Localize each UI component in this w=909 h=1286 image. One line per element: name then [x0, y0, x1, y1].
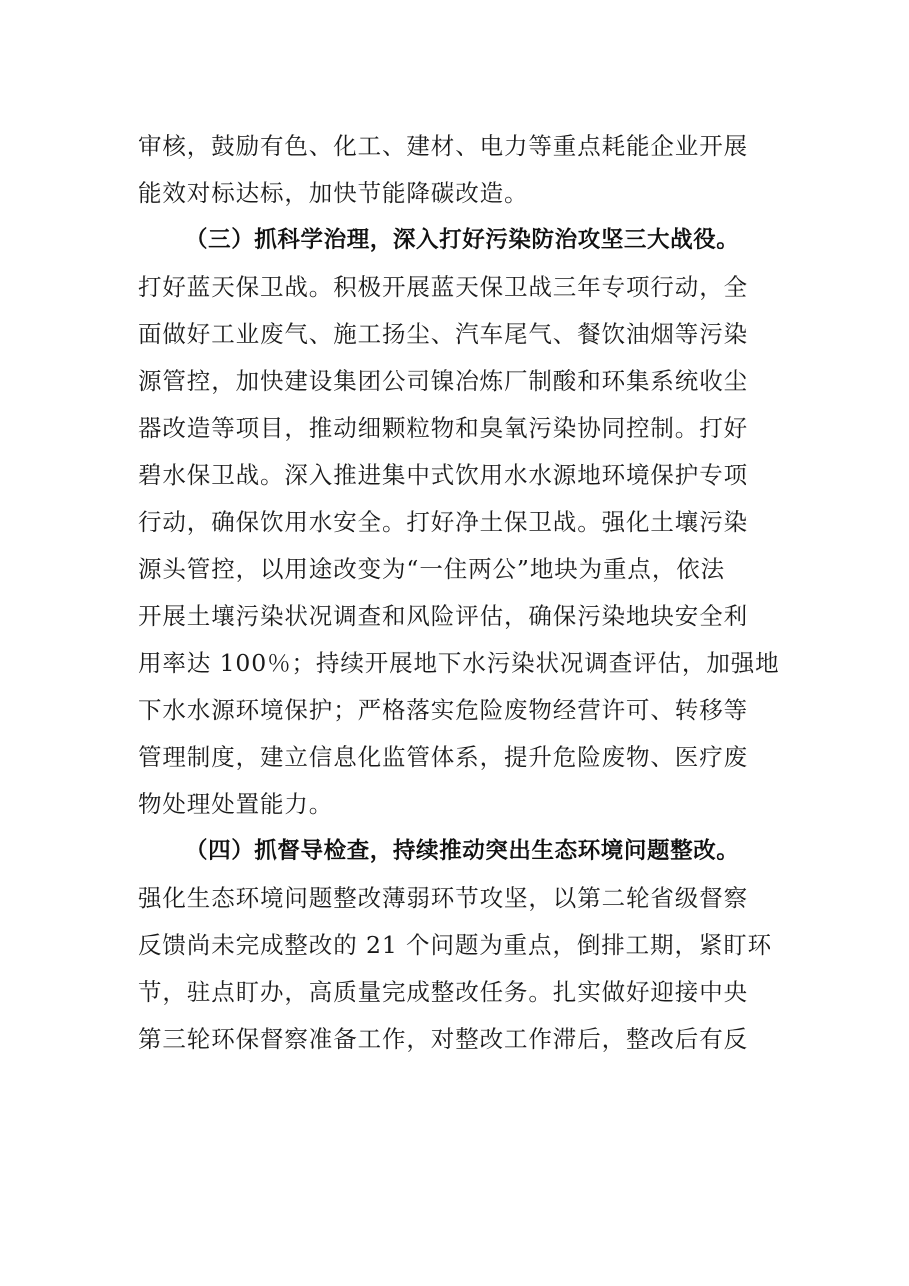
body-text-line: 用率达 100％；持续开展地下水污染状况调查评估，加强地	[138, 649, 780, 677]
body-text-line: 第三轮环保督察准备工作，对整改工作滞后，整改后有反	[138, 1025, 748, 1053]
body-text-line: 节，驻点盯办，高质量完成整改任务。扎实做好迎接中央	[138, 978, 748, 1006]
body-text-line: 能效对标达标，加快节能降碳改造。	[138, 179, 529, 207]
body-text-line: 物处理处置能力。	[138, 790, 334, 818]
body-text-line: 源管控，加快建设集团公司镍冶炼厂制酸和环集系统收尘	[138, 367, 748, 395]
body-text-line: 面做好工业废气、施工扬尘、汽车尾气、餐饮油烟等污染	[138, 320, 748, 348]
section-heading-4: （四）抓督导检查，持续推动突出生态环境问题整改。	[185, 838, 740, 864]
body-text-line: 反馈尚未完成整改的 21 个问题为重点，倒排工期，紧盯环	[138, 931, 773, 959]
body-text-line: 碧水保卫战。深入推进集中式饮用水水源地环境保护专项	[138, 461, 748, 489]
body-text-line: 下水水源环境保护；严格落实危险废物经营许可、转移等	[138, 696, 748, 724]
body-text-line: 强化生态环境问题整改薄弱环节攻坚，以第二轮省级督察	[138, 884, 748, 912]
body-text-line: 行动，确保饮用水安全。打好净土保卫战。强化土壤污染	[138, 508, 748, 536]
body-text-line: 管理制度，建立信息化监管体系，提升危险废物、医疗废	[138, 743, 748, 771]
body-text-line: 打好蓝天保卫战。积极开展蓝天保卫战三年专项行动，全	[138, 273, 748, 301]
body-text-line: 源头管控，以用途改变为“一住两公”地块为重点，依法	[138, 555, 726, 583]
body-text-line: 开展土壤污染状况调查和风险评估，确保污染地块安全利	[138, 602, 748, 630]
body-text-line: 器改造等项目，推动细颗粒物和臭氧污染协同控制。打好	[138, 414, 748, 442]
section-heading-3: （三）抓科学治理，深入打好污染防治攻坚三大战役。	[185, 227, 740, 253]
body-text-line: 审核，鼓励有色、化工、建材、电力等重点耗能企业开展	[138, 132, 748, 160]
